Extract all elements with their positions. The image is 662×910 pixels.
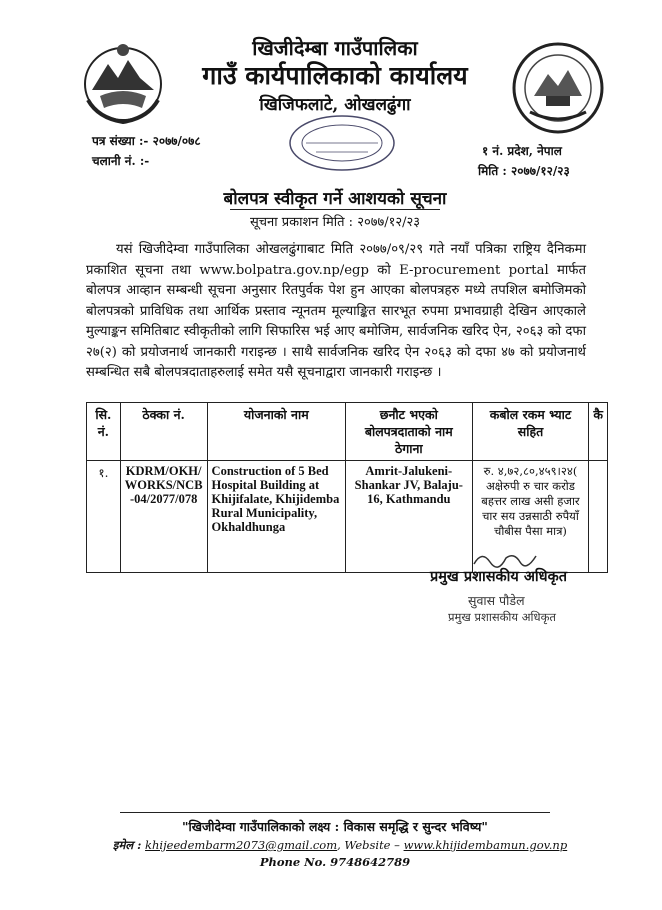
header-remarks: कै bbox=[589, 403, 608, 461]
website-link[interactable]: www.khijidembamun.gov.np bbox=[403, 838, 568, 852]
header-contract-no: ठेक्का नं. bbox=[120, 403, 207, 461]
cell-remarks bbox=[589, 461, 608, 573]
footer-contact bbox=[90, 838, 590, 853]
email-label: इमेल : bbox=[112, 838, 142, 852]
letter-date: मिति : २०७७/१२/२३ bbox=[478, 164, 570, 178]
office-address: खिजिफलाटे, ओखलढुंगा bbox=[259, 95, 411, 115]
publication-date: सूचना प्रकाशन मिति : २०७७/१२/२३ bbox=[249, 215, 421, 230]
signatory-name: सुवास पौडेल bbox=[468, 593, 525, 608]
email-link[interactable]: khijeedembarm2073@gmail.com bbox=[145, 838, 338, 852]
signatory-title: प्रमुख प्रशासकीय अधिकृत bbox=[430, 568, 567, 585]
table-header-row bbox=[87, 403, 608, 461]
header-sn: सि. नं. bbox=[87, 403, 121, 461]
province: १ नं. प्रदेश, नेपाल bbox=[482, 144, 562, 158]
signatory-position: प्रमुख प्रशासकीय अधिकृत bbox=[448, 610, 556, 624]
cell-contract-no: KDRM/OKH/ WORKS/NCB -04/2077/078 bbox=[120, 461, 207, 573]
dispatch-number: चलानी नं. :- bbox=[92, 154, 150, 168]
footer-motto: "खिजीदेम्वा गाउँपालिकाको लक्ष्य : विकास समृद्धि र सुन्दर भविष्य" bbox=[182, 819, 488, 834]
nepal-emblem-icon bbox=[78, 38, 168, 126]
letter-number: पत्र संख्या :- २०७७/०७८ bbox=[92, 134, 201, 148]
header-amount: कबोल रकम भ्याट सहित bbox=[472, 403, 589, 461]
header-bidder: छनौट भएको बोलपत्रदाताको नाम ठेगाना bbox=[346, 403, 473, 461]
title-underline bbox=[230, 209, 440, 210]
municipality-name: खिजीदेम्बा गाउँपालिका bbox=[252, 36, 418, 60]
cell-project: Construction of 5 Bed Hospital Building at Khijifalate, Khijidemba Rural Municipality, Okhaldhunga bbox=[207, 461, 345, 573]
cell-bidder: Amrit-Jalukeni-Shankar JV, Balaju-16, Kathmandu bbox=[346, 461, 473, 573]
header-project: योजनाको नाम bbox=[207, 403, 345, 461]
notice-title: बोलपत्र स्वीकृत गर्ने आशयको सूचना bbox=[223, 189, 447, 209]
cell-sn: १. bbox=[87, 461, 121, 573]
office-stamp-icon bbox=[286, 112, 398, 174]
footer-divider bbox=[120, 812, 550, 813]
cell-amount: रु. ४,७२,८०,४५९।२४( अक्षेरुपी रु चार करोड बहत्तर लाख असी हजार चार सय उन्नसाठी रुपैयाँ चौबीस पैसा मात्र) bbox=[472, 461, 589, 573]
footer-phone: Phone No. 9748642789 bbox=[259, 855, 411, 869]
website-label: , Website – bbox=[337, 838, 400, 852]
notice-body: यसं खिजीदेम्वा गाउँपालिका ओखलढुंगाबाट मिति २०७७/०९/२९ गते नयाँ पत्रिका राष्ट्रिय दैनिकमा प्रकाशित सूचना तथा www.bolpatra.gov.np/egp को E-procurement portal मार्फत बोलपत्र आव्हान सम्बन्धी सूचना अनुसार रितपुर्वक पेश हुन आएका बोलपत्रहरु मध्ये तपशिल बमोजिमको बोलपत्रको प्राविधिक तथा आर्थिक प्रस्ताव न्यूनतम मूल्याङ्कित सारभूत रुपमा प्रभावग्राही देखिन आएकाले मुल्याङ्कन समितिबाट स्वीकृतीको लागि सिफारिस भई आए बमोजिम, सार्वजनिक खरिद ऐन, २०६३ को दफा २७(२) को प्रयोजनार्थ जानकारी गराइन्छ । साथै सार्वजनिक खरिद ऐन २०६३ को दफा ४७ को प्रयोजनार्थ सम्बन्धित सबै बोलपत्रदाताहरुलाई समेत यसै सूचनाद्वारा जानकारी गराइन्छ । bbox=[86, 242, 586, 380]
office-name: गाउँ कार्यपालिकाको कार्यालय bbox=[202, 61, 468, 90]
municipality-logo-icon bbox=[510, 40, 606, 136]
